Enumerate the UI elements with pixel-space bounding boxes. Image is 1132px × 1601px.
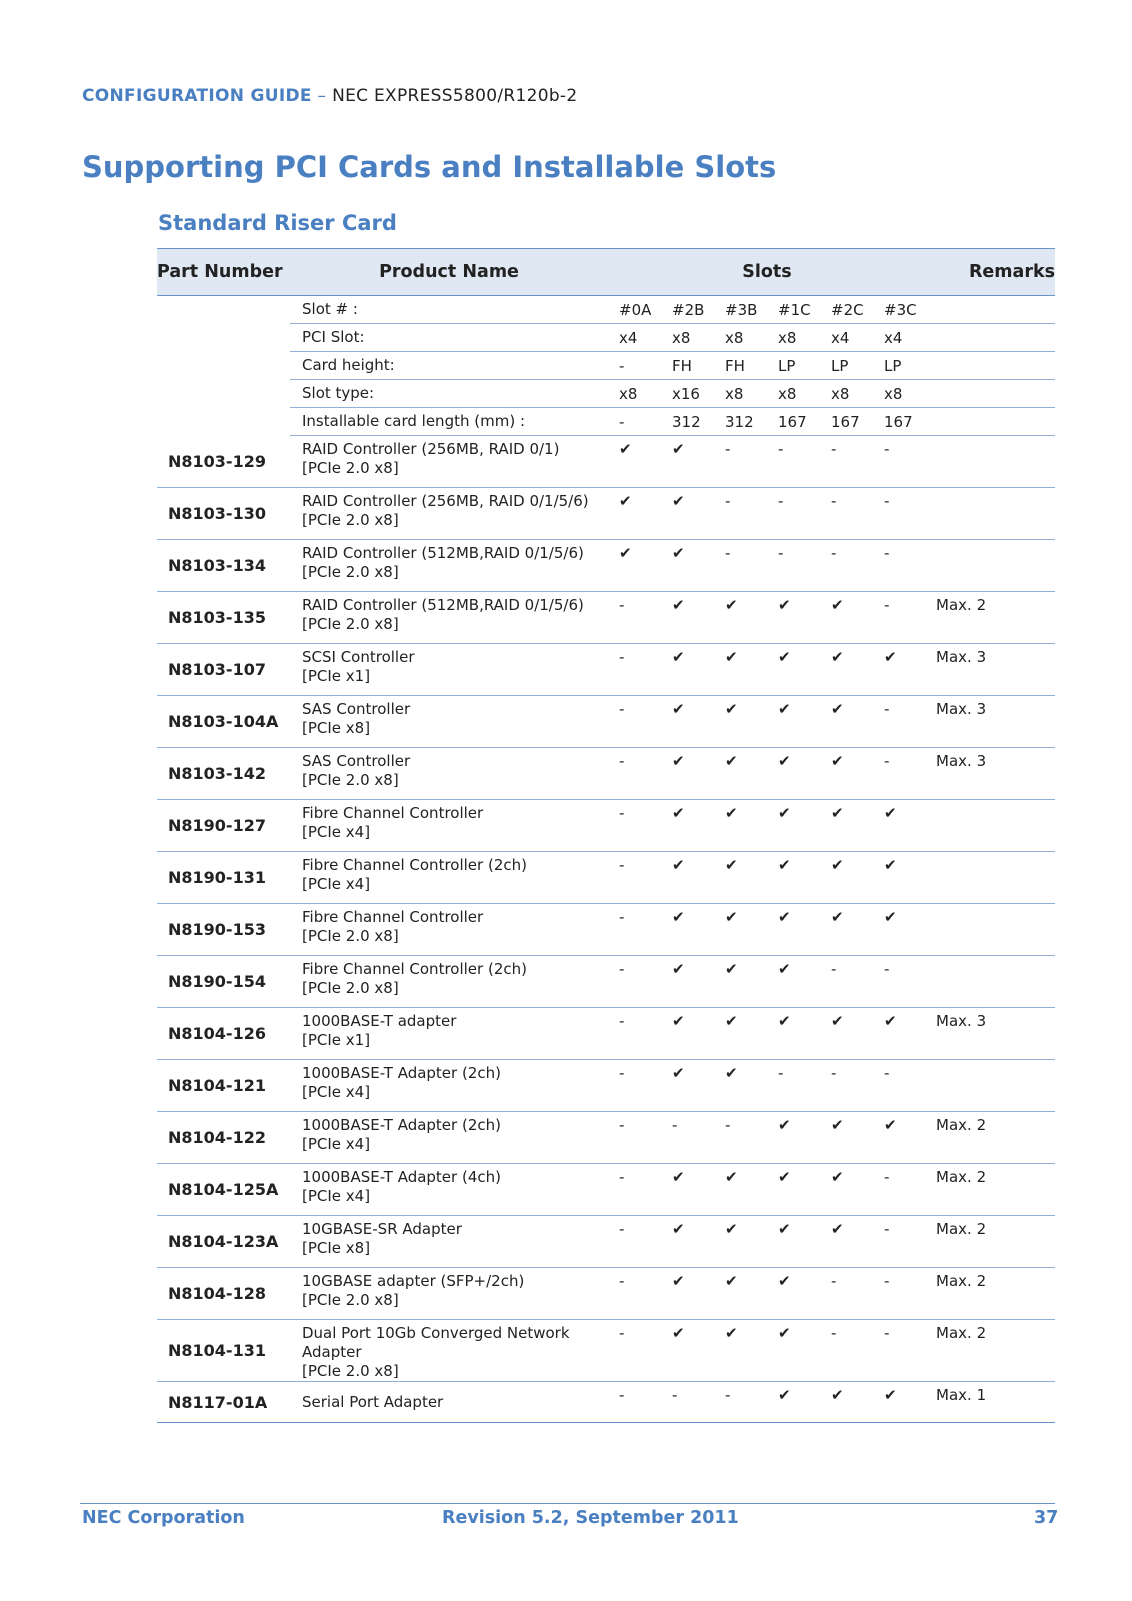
slot-supported-check: ✔: [661, 696, 714, 748]
product-name: RAID Controller (256MB, RAID 0/1): [302, 440, 560, 458]
product-bus: [PCIe 2.0 x8]: [302, 979, 399, 997]
part-number: N8104-128: [157, 1268, 290, 1320]
product-name-cell: [290, 1320, 608, 1382]
table-row: [157, 1008, 1055, 1060]
spec-label: Slot # :: [290, 296, 608, 324]
spec-part-empty: [157, 296, 290, 324]
table-row: [157, 852, 1055, 904]
slot-supported-check: ✔: [714, 1216, 767, 1268]
slot-unsupported-dash: -: [873, 696, 926, 748]
product-name: Fibre Channel Controller: [302, 908, 484, 926]
slot-supported-check: ✔: [661, 436, 714, 488]
slot-supported-check: ✔: [873, 800, 926, 852]
footer-revision: Revision 5.2, September 2011: [442, 1508, 739, 1528]
slot-supported-check: ✔: [661, 956, 714, 1008]
product-name: RAID Controller (512MB,RAID 0/1/5/6): [302, 596, 584, 614]
table-row: [157, 904, 1055, 956]
header-dash: –: [317, 86, 327, 106]
slot-unsupported-dash: -: [608, 1268, 661, 1320]
part-number: N8104-125A: [157, 1164, 290, 1216]
remarks: Max. 2: [926, 1268, 1055, 1320]
slot-supported-check: ✔: [767, 800, 820, 852]
spec-value: x8: [820, 380, 873, 408]
slot-supported-check: ✔: [661, 800, 714, 852]
slot-supported-check: ✔: [767, 1112, 820, 1164]
slot-unsupported-dash: -: [608, 1382, 661, 1423]
slot-supported-check: ✔: [820, 800, 873, 852]
slot-supported-check: ✔: [714, 644, 767, 696]
product-name-cell: [290, 488, 608, 540]
slot-unsupported-dash: -: [873, 488, 926, 540]
part-number: N8103-134: [157, 540, 290, 592]
slot-supported-check: ✔: [820, 696, 873, 748]
spec-value: LP: [873, 352, 926, 380]
table-row: [157, 488, 1055, 540]
product-name-cell: [290, 956, 608, 1008]
part-number: N8104-131: [157, 1320, 290, 1382]
slot-unsupported-dash: -: [820, 1268, 873, 1320]
slot-unsupported-dash: -: [873, 1320, 926, 1382]
slot-supported-check: ✔: [661, 904, 714, 956]
product-name-cell: [290, 1164, 608, 1216]
spec-value: x4: [608, 324, 661, 352]
part-number: N8104-122: [157, 1112, 290, 1164]
slot-supported-check: ✔: [714, 748, 767, 800]
document-header: [82, 86, 577, 106]
slot-supported-check: ✔: [661, 1060, 714, 1112]
product-name: Fibre Channel Controller: [302, 804, 484, 822]
slot-supported-check: ✔: [661, 592, 714, 644]
product-name: Serial Port Adapter: [302, 1392, 444, 1411]
spec-value: 167: [767, 408, 820, 436]
product-bus: [PCIe x4]: [302, 1187, 371, 1205]
remarks: Max. 2: [926, 1320, 1055, 1382]
spec-value: x8: [608, 380, 661, 408]
slot-supported-check: ✔: [820, 592, 873, 644]
product-bus: [PCIe x1]: [302, 1031, 371, 1049]
slot-supported-check: ✔: [714, 1320, 767, 1382]
slot-supported-check: ✔: [714, 592, 767, 644]
spec-row: [157, 296, 1055, 324]
table-row: [157, 1164, 1055, 1216]
spec-value: x8: [873, 380, 926, 408]
spec-value: LP: [820, 352, 873, 380]
spec-row: [157, 324, 1055, 352]
product-bus: [PCIe x4]: [302, 875, 371, 893]
slot-unsupported-dash: -: [767, 488, 820, 540]
footer-company: NEC Corporation: [82, 1508, 245, 1528]
product-name: 1000BASE-T adapter: [302, 1012, 457, 1030]
remarks: Max. 2: [926, 1216, 1055, 1268]
slot-unsupported-dash: -: [608, 696, 661, 748]
product-name-cell: [290, 1216, 608, 1268]
slot-supported-check: ✔: [661, 1320, 714, 1382]
part-number: N8117-01A: [157, 1382, 290, 1423]
spec-value: x8: [767, 380, 820, 408]
product-name: Fibre Channel Controller (2ch): [302, 856, 527, 874]
header-remarks: Remarks: [926, 249, 1055, 296]
product-name-cell: [290, 852, 608, 904]
product-name-cell: [290, 1382, 608, 1423]
slot-unsupported-dash: -: [873, 1164, 926, 1216]
slot-supported-check: ✔: [714, 1008, 767, 1060]
spec-remarks-empty: [926, 296, 1055, 324]
slot-supported-check: ✔: [608, 488, 661, 540]
remarks: [926, 1060, 1055, 1112]
product-name-cell: [290, 436, 608, 488]
product-bus: [PCIe 2.0 x8]: [302, 511, 399, 529]
spec-value: x4: [873, 324, 926, 352]
slot-supported-check: ✔: [767, 1382, 820, 1423]
slot-supported-check: ✔: [767, 1320, 820, 1382]
table-row: [157, 1382, 1055, 1423]
part-number: N8103-107: [157, 644, 290, 696]
part-number: N8103-135: [157, 592, 290, 644]
slot-supported-check: ✔: [767, 1216, 820, 1268]
slot-unsupported-dash: -: [873, 748, 926, 800]
slot-unsupported-dash: -: [608, 1060, 661, 1112]
product-bus: [PCIe 2.0 x8]: [302, 771, 399, 789]
slot-supported-check: ✔: [820, 1112, 873, 1164]
slot-unsupported-dash: -: [767, 540, 820, 592]
part-number: N8190-153: [157, 904, 290, 956]
product-name: 1000BASE-T Adapter (4ch): [302, 1168, 501, 1186]
slot-unsupported-dash: -: [767, 436, 820, 488]
product-name: SAS Controller: [302, 752, 411, 770]
product-name: RAID Controller (256MB, RAID 0/1/5/6): [302, 492, 589, 510]
remarks: [926, 436, 1055, 488]
table-row: [157, 696, 1055, 748]
product-name-cell: [290, 592, 608, 644]
slot-unsupported-dash: -: [873, 1216, 926, 1268]
slot-unsupported-dash: -: [873, 1060, 926, 1112]
slot-supported-check: ✔: [767, 1164, 820, 1216]
header-part-number: Part Number: [157, 249, 290, 296]
remarks: [926, 540, 1055, 592]
slot-supported-check: ✔: [714, 1060, 767, 1112]
slot-unsupported-dash: -: [873, 1268, 926, 1320]
slot-unsupported-dash: -: [820, 956, 873, 1008]
product-name: 1000BASE-T Adapter (2ch): [302, 1116, 501, 1134]
spec-value: #3B: [714, 296, 767, 324]
footer-divider: [80, 1503, 1055, 1504]
product-name-cell: [290, 904, 608, 956]
page-title: Supporting PCI Cards and Installable Slots: [82, 150, 777, 184]
remarks: Max. 3: [926, 644, 1055, 696]
slot-unsupported-dash: -: [608, 1008, 661, 1060]
spec-value: x16: [661, 380, 714, 408]
slot-unsupported-dash: -: [820, 1060, 873, 1112]
slot-unsupported-dash: -: [608, 644, 661, 696]
slot-supported-check: ✔: [661, 748, 714, 800]
slot-unsupported-dash: -: [820, 488, 873, 540]
spec-remarks-empty: [926, 380, 1055, 408]
slot-unsupported-dash: -: [608, 956, 661, 1008]
product-bus: [PCIe 2.0 x8]: [302, 459, 399, 477]
slot-supported-check: ✔: [820, 852, 873, 904]
slot-unsupported-dash: -: [873, 436, 926, 488]
slot-supported-check: ✔: [661, 644, 714, 696]
slot-unsupported-dash: -: [873, 956, 926, 1008]
spec-value: #3C: [873, 296, 926, 324]
product-name: RAID Controller (512MB,RAID 0/1/5/6): [302, 544, 584, 562]
table-row: [157, 1268, 1055, 1320]
product-name: 10GBASE-SR Adapter: [302, 1220, 462, 1238]
product-bus: [PCIe x4]: [302, 1083, 371, 1101]
remarks: Max. 3: [926, 696, 1055, 748]
product-name: 10GBASE adapter (SFP+/2ch): [302, 1272, 525, 1290]
product-bus: [PCIe x4]: [302, 823, 371, 841]
product-bus: [PCIe 2.0 x8]: [302, 1291, 399, 1309]
slot-supported-check: ✔: [767, 696, 820, 748]
slot-unsupported-dash: -: [873, 592, 926, 644]
table-row: [157, 748, 1055, 800]
product-name: SAS Controller: [302, 700, 411, 718]
product-bus: [PCIe x1]: [302, 667, 371, 685]
part-number: N8103-129: [157, 436, 290, 488]
product-name-cell: [290, 1060, 608, 1112]
spec-label: Slot type:: [290, 380, 608, 408]
spec-label: Installable card length (mm) :: [290, 408, 608, 436]
part-number: N8190-154: [157, 956, 290, 1008]
spec-value: #2B: [661, 296, 714, 324]
pci-slots-table: [157, 248, 1055, 1423]
remarks: Max. 1: [926, 1382, 1055, 1423]
spec-value: -: [608, 352, 661, 380]
slot-supported-check: ✔: [767, 852, 820, 904]
slot-unsupported-dash: -: [714, 436, 767, 488]
slot-unsupported-dash: -: [767, 1060, 820, 1112]
slot-supported-check: ✔: [820, 644, 873, 696]
spec-value: -: [608, 408, 661, 436]
slot-supported-check: ✔: [608, 436, 661, 488]
slot-unsupported-dash: -: [820, 436, 873, 488]
spec-remarks-empty: [926, 352, 1055, 380]
remarks: Max. 3: [926, 1008, 1055, 1060]
spec-value: 167: [873, 408, 926, 436]
slot-supported-check: ✔: [661, 1268, 714, 1320]
spec-value: #2C: [820, 296, 873, 324]
table-row: [157, 436, 1055, 488]
footer-page-number: 37: [1034, 1508, 1059, 1528]
slot-supported-check: ✔: [820, 1216, 873, 1268]
product-bus: [PCIe x4]: [302, 1135, 371, 1153]
slot-supported-check: ✔: [873, 904, 926, 956]
spec-label: PCI Slot:: [290, 324, 608, 352]
table-row: [157, 592, 1055, 644]
remarks: [926, 852, 1055, 904]
slot-supported-check: ✔: [661, 540, 714, 592]
table-row: [157, 956, 1055, 1008]
product-name: Dual Port 10Gb Converged Network Adapter: [302, 1324, 570, 1361]
slot-unsupported-dash: -: [608, 1216, 661, 1268]
remarks: [926, 956, 1055, 1008]
remarks: Max. 2: [926, 1112, 1055, 1164]
spec-value: #1C: [767, 296, 820, 324]
product-name-cell: [290, 800, 608, 852]
slot-supported-check: ✔: [767, 956, 820, 1008]
product-bus: [PCIe x8]: [302, 719, 371, 737]
slot-unsupported-dash: -: [661, 1112, 714, 1164]
slot-supported-check: ✔: [820, 1164, 873, 1216]
slot-unsupported-dash: -: [608, 904, 661, 956]
spec-label: Card height:: [290, 352, 608, 380]
remarks: Max. 2: [926, 1164, 1055, 1216]
slot-unsupported-dash: -: [820, 540, 873, 592]
product-name: 1000BASE-T Adapter (2ch): [302, 1064, 501, 1082]
slot-supported-check: ✔: [767, 748, 820, 800]
part-number: N8190-131: [157, 852, 290, 904]
part-number: N8104-121: [157, 1060, 290, 1112]
slot-supported-check: ✔: [714, 1268, 767, 1320]
slot-unsupported-dash: -: [608, 800, 661, 852]
spec-value: FH: [661, 352, 714, 380]
table-row: [157, 800, 1055, 852]
spec-value: #0A: [608, 296, 661, 324]
slot-supported-check: ✔: [714, 956, 767, 1008]
remarks: Max. 3: [926, 748, 1055, 800]
slot-supported-check: ✔: [873, 852, 926, 904]
slot-supported-check: ✔: [661, 488, 714, 540]
slot-supported-check: ✔: [873, 644, 926, 696]
spec-value: 312: [661, 408, 714, 436]
spec-value: FH: [714, 352, 767, 380]
slot-supported-check: ✔: [661, 1008, 714, 1060]
header-product-name: Product Name: [290, 249, 608, 296]
part-number: N8103-104A: [157, 696, 290, 748]
slot-supported-check: ✔: [873, 1112, 926, 1164]
slot-supported-check: ✔: [820, 904, 873, 956]
slot-supported-check: ✔: [820, 1382, 873, 1423]
table-row: [157, 644, 1055, 696]
part-number: N8104-123A: [157, 1216, 290, 1268]
product-bus: [PCIe 2.0 x8]: [302, 927, 399, 945]
table-body: [157, 296, 1055, 1423]
part-number: N8104-126: [157, 1008, 290, 1060]
spec-value: 167: [820, 408, 873, 436]
slot-supported-check: ✔: [820, 1008, 873, 1060]
spec-part-empty: [157, 352, 290, 380]
product-bus: [PCIe x8]: [302, 1239, 371, 1257]
slot-unsupported-dash: -: [714, 1382, 767, 1423]
slot-unsupported-dash: -: [608, 1320, 661, 1382]
table-row: [157, 1112, 1055, 1164]
spec-row: [157, 380, 1055, 408]
header-guide: CONFIGURATION GUIDE: [82, 86, 312, 106]
slot-supported-check: ✔: [873, 1382, 926, 1423]
table-row: [157, 1216, 1055, 1268]
slot-supported-check: ✔: [661, 852, 714, 904]
spec-value: x8: [661, 324, 714, 352]
spec-value: x8: [714, 324, 767, 352]
slot-supported-check: ✔: [714, 800, 767, 852]
slot-unsupported-dash: -: [608, 1164, 661, 1216]
slot-supported-check: ✔: [714, 696, 767, 748]
slot-unsupported-dash: -: [608, 852, 661, 904]
header-slots: Slots: [608, 249, 926, 296]
product-name-cell: [290, 540, 608, 592]
table-row: [157, 1320, 1055, 1382]
spec-part-empty: [157, 408, 290, 436]
slot-unsupported-dash: -: [714, 488, 767, 540]
remarks: [926, 488, 1055, 540]
header-model: NEC EXPRESS5800/R120b-2: [332, 86, 578, 106]
slot-supported-check: ✔: [873, 1008, 926, 1060]
spec-part-empty: [157, 380, 290, 408]
slot-unsupported-dash: -: [661, 1382, 714, 1423]
remarks: [926, 904, 1055, 956]
slot-supported-check: ✔: [767, 644, 820, 696]
product-name: Fibre Channel Controller (2ch): [302, 960, 527, 978]
slot-unsupported-dash: -: [608, 592, 661, 644]
spec-value: 312: [714, 408, 767, 436]
spec-part-empty: [157, 324, 290, 352]
product-bus: [PCIe 2.0 x8]: [302, 563, 399, 581]
slot-supported-check: ✔: [820, 748, 873, 800]
spec-remarks-empty: [926, 324, 1055, 352]
part-number: N8103-142: [157, 748, 290, 800]
part-number: N8103-130: [157, 488, 290, 540]
product-bus: [PCIe 2.0 x8]: [302, 615, 399, 633]
table-row: [157, 540, 1055, 592]
slot-supported-check: ✔: [767, 904, 820, 956]
remarks: Max. 2: [926, 592, 1055, 644]
section-subtitle: Standard Riser Card: [158, 211, 397, 235]
slot-supported-check: ✔: [767, 1268, 820, 1320]
product-name-cell: [290, 696, 608, 748]
product-name-cell: [290, 1112, 608, 1164]
slot-supported-check: ✔: [661, 1164, 714, 1216]
product-name-cell: [290, 748, 608, 800]
table-header-row: [157, 249, 1055, 296]
product-bus: [PCIe 2.0 x8]: [302, 1362, 399, 1380]
slot-unsupported-dash: -: [608, 1112, 661, 1164]
spec-value: x4: [820, 324, 873, 352]
slot-supported-check: ✔: [767, 1008, 820, 1060]
product-name-cell: [290, 1268, 608, 1320]
slot-supported-check: ✔: [714, 852, 767, 904]
spec-value: x8: [714, 380, 767, 408]
slot-supported-check: ✔: [661, 1216, 714, 1268]
remarks: [926, 800, 1055, 852]
slot-supported-check: ✔: [608, 540, 661, 592]
product-name-cell: [290, 644, 608, 696]
slot-supported-check: ✔: [767, 592, 820, 644]
spec-value: x8: [767, 324, 820, 352]
spec-row: [157, 352, 1055, 380]
product-name: SCSI Controller: [302, 648, 415, 666]
slot-unsupported-dash: -: [714, 540, 767, 592]
spec-remarks-empty: [926, 408, 1055, 436]
slot-unsupported-dash: -: [873, 540, 926, 592]
product-name-cell: [290, 1008, 608, 1060]
table-row: [157, 1060, 1055, 1112]
part-number: N8190-127: [157, 800, 290, 852]
spec-value: LP: [767, 352, 820, 380]
slot-unsupported-dash: -: [714, 1112, 767, 1164]
slot-unsupported-dash: -: [820, 1320, 873, 1382]
slot-unsupported-dash: -: [608, 748, 661, 800]
spec-row: [157, 408, 1055, 436]
slot-supported-check: ✔: [714, 1164, 767, 1216]
slot-supported-check: ✔: [714, 904, 767, 956]
